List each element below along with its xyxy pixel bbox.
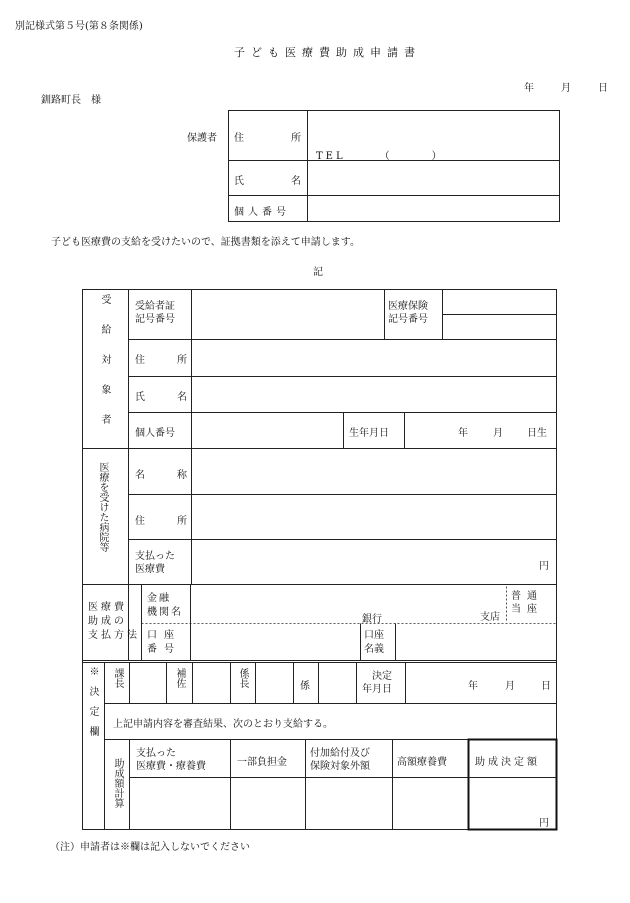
hosa-label: 補佐 bbox=[174, 668, 185, 688]
guardian-id-label: 個人番号 bbox=[234, 207, 290, 218]
account-name-label: 口座 名義 bbox=[364, 630, 384, 655]
date-year-label: 年 bbox=[524, 83, 534, 94]
recipient-id-field[interactable] bbox=[193, 414, 342, 447]
calc-label: 助成額計算 bbox=[112, 758, 123, 808]
decision-year: 年 bbox=[468, 681, 478, 692]
guardian-address-label: 住所 bbox=[234, 133, 301, 144]
decision-month: 月 bbox=[505, 681, 515, 692]
footnote: （注）申請者は※欄は記入しないでください bbox=[50, 842, 250, 853]
guardian-name-label: 氏名 bbox=[234, 176, 301, 187]
hospital-name-label: 名称 bbox=[135, 470, 187, 481]
kakari-label: 係 bbox=[300, 681, 310, 692]
date-month-label: 月 bbox=[561, 83, 571, 94]
recipient-birth-field[interactable] bbox=[406, 414, 555, 447]
birth-year-label: 年 bbox=[458, 428, 468, 439]
guardian-tel: TEL （ ） bbox=[316, 151, 445, 162]
addressee: 釧路町長 様 bbox=[41, 95, 101, 106]
account-no-label: 口座 番号 bbox=[147, 630, 181, 655]
recipient-insurance-field-1[interactable] bbox=[444, 291, 555, 313]
recipient-insurance-label: 医療保険 記号番号 bbox=[388, 301, 428, 325]
calc-paid-field[interactable] bbox=[131, 779, 229, 828]
date-day-label: 日 bbox=[598, 83, 608, 94]
recipient-cert-label: 受給者証 記号番号 bbox=[135, 301, 175, 325]
institution-label: 金融 機関名 bbox=[147, 593, 183, 618]
recipient-id-label: 個人番号 bbox=[135, 428, 175, 439]
kacho-label: 課長 bbox=[112, 668, 123, 688]
hospital-group-label: 医療を受けた病院等 bbox=[97, 462, 108, 552]
kakaricho-label: 係長 bbox=[237, 668, 248, 688]
hospital-paid-label: 支払った 医療費 bbox=[135, 551, 175, 575]
recipient-address-label: 住所 bbox=[135, 355, 187, 366]
hospital-name-field[interactable] bbox=[193, 450, 555, 493]
institution-field[interactable] bbox=[192, 586, 505, 622]
payment-group-label: 医療費 助成の 支払方法 bbox=[88, 602, 140, 641]
col-high-header: 高額療養費 bbox=[397, 757, 447, 768]
col-paid-header: 支払った 医療費・療養費 bbox=[136, 748, 206, 772]
final-yen: 円 bbox=[539, 818, 549, 829]
bank-suffix: 銀行 bbox=[362, 614, 382, 625]
branch-suffix: 支店 bbox=[480, 612, 500, 623]
form-number: 別記様式第５号(第８条関係) bbox=[15, 21, 143, 32]
calc-extra-field[interactable] bbox=[307, 779, 391, 828]
hospital-address-label: 住所 bbox=[135, 516, 187, 527]
recipient-cert-field[interactable] bbox=[193, 291, 383, 338]
recipient-birth-label: 生年月日 bbox=[349, 428, 389, 439]
account-type-options[interactable]: 普通 当座 bbox=[511, 591, 543, 615]
decision-date-label: 決定 年月日 bbox=[362, 671, 392, 695]
guardian-label: 保護者 bbox=[187, 133, 217, 144]
hospital-paid-field[interactable] bbox=[193, 541, 555, 583]
decision-day: 日 bbox=[541, 681, 551, 692]
recipient-group-label: 受給対象者 bbox=[99, 294, 110, 444]
calc-high-field[interactable] bbox=[394, 779, 467, 828]
account-no-field[interactable] bbox=[192, 625, 359, 659]
birth-month-label: 月 bbox=[493, 428, 503, 439]
recipient-name-label: 氏名 bbox=[135, 392, 187, 403]
recipient-insurance-field-2[interactable] bbox=[444, 316, 555, 338]
calc-partial-field[interactable] bbox=[232, 779, 304, 828]
decision-group-label: ※決定欄 bbox=[87, 666, 98, 746]
recipient-name-field[interactable] bbox=[193, 378, 555, 411]
form-title: 子ども医療費助成申請書 bbox=[234, 46, 421, 59]
guardian-address-field[interactable] bbox=[309, 112, 557, 144]
recipient-address-field[interactable] bbox=[193, 341, 555, 375]
account-name-field[interactable] bbox=[397, 625, 555, 659]
col-extra-header: 付加給付及び 保険対象外額 bbox=[310, 748, 370, 772]
hospital-yen: 円 bbox=[539, 561, 549, 572]
ki-heading: 記 bbox=[313, 267, 323, 278]
col-final-header: 助成決定額 bbox=[475, 757, 540, 768]
review-text: 上記申請内容を審査結果、次のとおり支給する。 bbox=[113, 719, 333, 730]
guardian-id-field[interactable] bbox=[309, 197, 557, 220]
intro-text: 子ども医療費の支給を受けたいので、証拠書類を添えて申請します。 bbox=[51, 237, 360, 248]
hospital-address-field[interactable] bbox=[193, 496, 555, 538]
col-partial-header: 一部負担金 bbox=[237, 757, 287, 768]
guardian-name-field[interactable] bbox=[309, 162, 557, 194]
birth-day-label: 日生 bbox=[527, 428, 547, 439]
